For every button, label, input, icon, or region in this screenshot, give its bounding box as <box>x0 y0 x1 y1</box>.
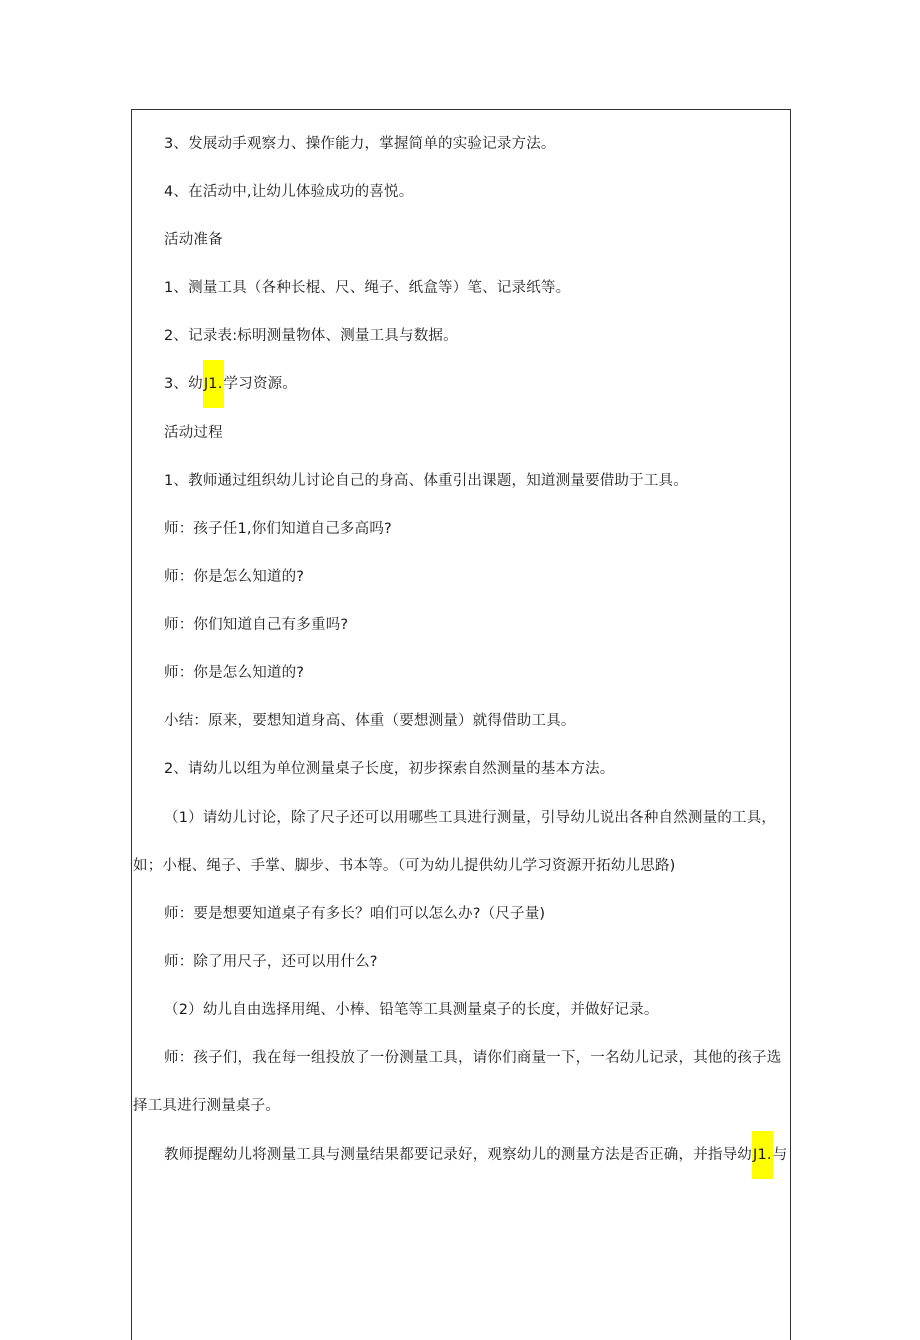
section-heading: 活动过程 <box>164 425 223 441</box>
paragraph-line: 2、记录表:标明测量物体、测量工具与数据。 <box>164 328 458 344</box>
paragraph-line: （1）请幼儿讨论，除了尺子还可以用哪些工具进行测量，引导幼儿说出各种自然测量的工具， <box>164 810 777 826</box>
paragraph-line: 师：孩子任1,你们知道自己多高吗? <box>164 521 392 537</box>
line-text: 学习资源。 <box>223 376 298 392</box>
highlighted-text: J1. <box>203 360 224 408</box>
paragraph-line: 择工具进行测量桌子。 <box>133 1098 280 1114</box>
section-heading: 活动准备 <box>164 232 223 248</box>
paragraph-line: 1、测量工具（各种长棍、尺、绳子、纸盒等）笔、记录纸等。 <box>164 280 571 296</box>
line-text: 教师提醒幼儿将测量工具与测量结果都要记录好，观察幼儿的测量方法是否正确，并指导幼 <box>164 1147 752 1163</box>
line-text: 3、幼 <box>164 376 203 392</box>
paragraph-line: 小结：原来，要想知道身高、体重（要想测量）就得借助工具。 <box>164 713 576 729</box>
paragraph-line: （2）幼儿自由选择用绳、小棒、铅笔等工具测量桌子的长度，并做好记录。 <box>164 1002 659 1018</box>
paragraph-line: 师：除了用尺子，还可以用什么? <box>164 954 378 970</box>
paragraph-line: 1、教师通过组织幼儿讨论自己的身高、体重引出课题，知道测量要借助于工具。 <box>164 473 688 489</box>
paragraph-line: 师：你们知道自己有多重吗? <box>164 617 349 633</box>
paragraph-line: 4、在活动中,让幼儿体验成功的喜悦。 <box>164 184 414 200</box>
paragraph-line: 师：要是想要知道桌子有多长？咱们可以怎么办?（尺子量) <box>164 906 546 922</box>
paragraph-line: 2、请幼儿以组为单位测量桌子长度，初步探索自然测量的基本方法。 <box>164 761 615 777</box>
paragraph-line: 师：你是怎么知道的? <box>164 665 305 681</box>
paragraph-line <box>164 1145 787 1165</box>
paragraph-line: 师：孩子们，我在每一组投放了一份测量工具，请你们商量一下，一名幼儿记录，其他的孩子选 <box>164 1050 782 1066</box>
paragraph-line <box>164 374 297 394</box>
paragraph-line: 3、发展动手观察力、操作能力，掌握简单的实验记录方法。 <box>164 136 556 152</box>
paragraph-line: 如；小棍、绳子、手掌、脚步、书本等。（可为幼儿提供幼儿学习资源开拓幼儿思路) <box>133 858 676 874</box>
highlighted-text: J1. <box>752 1131 773 1179</box>
paragraph-line: 师：你是怎么知道的? <box>164 569 305 585</box>
line-text: 与 <box>772 1147 788 1163</box>
